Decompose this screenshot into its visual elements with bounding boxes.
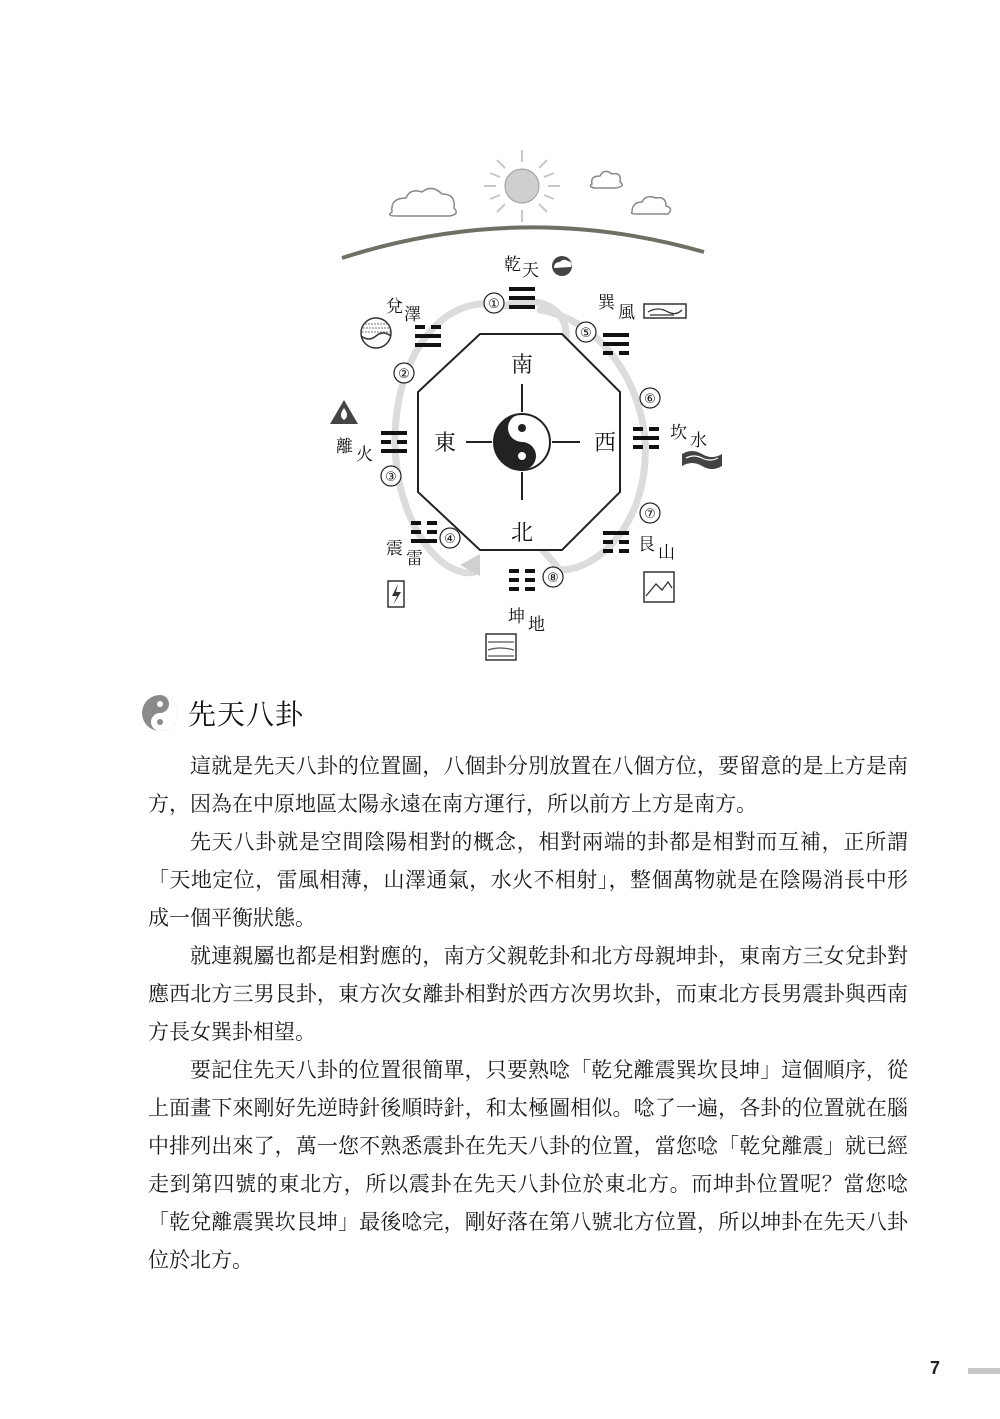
yin-line-segment [633,445,643,449]
yin-line-segment [411,530,421,534]
paragraph: 先天八卦就是空間陰陽相對的概念，相對兩端的卦都是相對而互補，正所謂「天地定位，雷風相薄，山澤通氣，水火不相射」，整個萬物就是在陰陽消長中形成一個平衡狀態。 [148,830,908,930]
direction-south: 南 [510,353,534,378]
page-number: 7 [930,1358,941,1378]
taiji-icon [494,414,550,470]
lightning-icon [388,581,404,607]
trigram-number: ⑦ [644,507,656,522]
yin-line-segment [509,578,519,582]
direction-west: 西 [593,431,617,456]
section-header [140,688,304,738]
yang-line [603,342,629,346]
trigram-element: 水 [690,431,707,451]
trigram-element: 風 [618,303,635,323]
wind-icon [644,304,686,318]
trigram-number: ② [398,367,410,382]
yang-line [509,296,535,300]
trigram-number: ⑧ [547,571,559,586]
trigram-element: 山 [658,543,675,563]
trigram-number: ① [488,297,500,312]
yin-line-segment [619,351,629,355]
cloud-icon [632,197,671,214]
yin-line-segment [525,578,535,582]
trigram-symbol [509,287,535,309]
trigram-number: ⑤ [580,326,592,341]
yin-line-segment [619,540,629,544]
yin-line-segment [633,427,643,431]
trigram-name: 坤 [508,607,525,627]
page-number-bar [968,1368,1000,1374]
yin-line-segment [427,530,437,534]
section-title: 先天八卦 [188,698,305,731]
yang-line [415,343,441,347]
trigram-number: ⑥ [644,392,656,407]
yin-line-segment [525,569,535,573]
yin-yang-icon [140,693,180,733]
direction-north: 北 [510,521,534,546]
trigram-symbol [509,569,535,591]
water-wave-icon [682,451,722,469]
trigram-name: 兌 [386,297,403,317]
trigram-element: 澤 [404,305,421,325]
yang-line [509,287,535,291]
yin-line-segment [509,569,519,573]
yin-line-segment [525,587,535,591]
paragraph: 就連親屬也都是相對應的，南方父親乾卦和北方母親坤卦，東南方三女兌卦對應西北方三男艮卦，東方次女離卦相對於西方次男坎卦，而東北方長男震卦與西南方長女巽卦相望。 [148,944,908,1044]
yin-line-segment [427,521,437,525]
trigram-name: 乾 [504,255,521,275]
trigram-name: 震 [386,539,403,559]
trigram-symbol [415,325,441,347]
yin-line-segment [509,587,519,591]
yang-line [381,449,407,453]
sun-icon [484,150,560,222]
trigram-name: 離 [336,437,353,457]
yang-line [381,431,407,435]
trigram-number: ④ [444,532,456,547]
trigram-element: 天 [522,261,539,281]
xiantian-bagua-diagram [300,140,740,670]
yin-line-segment [619,549,629,553]
trigram-name: 坎 [670,423,687,443]
earth-icon [486,634,516,660]
trigram-number: ③ [385,470,397,485]
paragraph: 要記住先天八卦的位置很簡單，只要熟唸「乾兌離震巽坎艮坤」這個順序，從上面畫下來剛好先逆時針後順時針，和太極圖相似。唸了一遍，各卦的位置就在腦中排列出來了，萬一您不熟悉震卦在先天八卦的位置，當您唸「乾兌離震」就已經走到第四號的東北方，所以震卦在先天八卦位於東北方。而坤卦位置呢？當您唸「乾兌離震巽坎艮坤」最後唸完，剛好落在第八號北方位置，所以坤卦在先天八卦位於北方。 [148,1058,908,1272]
yin-line-segment [603,549,613,553]
trigram-symbol [411,521,437,543]
yin-line-segment [603,540,613,544]
horizon-arc [342,227,704,258]
yin-line-segment [649,427,659,431]
yang-line [603,531,629,535]
yin-line-segment [397,440,407,444]
trigram-name: 巽 [598,293,615,313]
trigram-name: 艮 [638,535,655,555]
lake-icon [361,318,391,348]
yin-line-segment [415,325,425,329]
yin-line-segment [603,351,613,355]
yin-line-segment [381,440,391,444]
yang-line [603,333,629,337]
yin-line-segment [411,521,421,525]
yang-line [509,305,535,309]
fire-icon [330,400,358,424]
sky-cloud-icon [552,256,572,276]
yin-line-segment [649,445,659,449]
cloud-icon [590,171,622,188]
trigram-element: 雷 [406,549,423,569]
trigram-element: 火 [356,445,373,465]
mountain-icon [644,572,674,602]
cloud-icon [390,188,457,216]
trigram-element: 地 [528,615,545,635]
yang-line [411,539,437,543]
body-text [148,747,908,1279]
yin-line-segment [431,325,441,329]
trigram-symbol [603,333,629,355]
yang-line [633,436,659,440]
yang-line [415,334,441,338]
paragraph: 這就是先天八卦的位置圖，八個卦分別放置在八個方位，要留意的是上方是南方，因為在中原地區太陽永遠在南方運行，所以前方上方是南方。 [148,754,908,816]
direction-east: 東 [433,431,457,456]
